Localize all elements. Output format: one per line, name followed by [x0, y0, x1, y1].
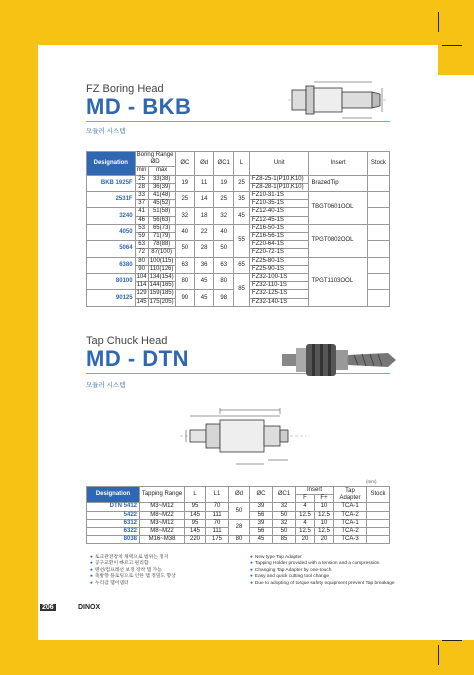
- table-row: 37 45(52) FZ10-35-1S: [87, 200, 390, 208]
- unit-note: (mm): [366, 479, 377, 484]
- note-item: ● Easy and quick cutting tool change: [250, 574, 330, 580]
- notes-english: [250, 555, 400, 587]
- dtn-label: 모듈러 시스템: [86, 382, 126, 389]
- table-row: 59 71(79) FZ16-56-1S: [87, 233, 390, 241]
- table-row: 145 175(205) FZ32-140-1S: [87, 298, 390, 306]
- col-designation: Designation: [87, 487, 140, 503]
- col-oc1: ØC1: [273, 487, 296, 503]
- note-item: ● 텐션/컴프레션 보정 장착 탭 가능: [90, 567, 162, 573]
- table-row: 6322 M8~M22 145 111 56 50 12.5 12.5 TCA-2: [87, 528, 390, 536]
- bkb-spec-table: [86, 151, 390, 307]
- col-oc: ØC: [250, 487, 273, 503]
- dtn-subtitle: Tap Chuck Head: [86, 335, 168, 347]
- col-f: F: [296, 495, 315, 503]
- yellow-frame-accent: [438, 45, 474, 75]
- table-row: 6312 M3~M12 95 70 28 39 32 4 10 TCA-1: [87, 519, 390, 527]
- note-item: ● Due to adopting of torque safety equipment prevent Tap breakage: [250, 580, 395, 586]
- tap-chuck-drawing: [176, 404, 312, 472]
- notes-korean: [90, 555, 240, 587]
- crop-mark: [442, 45, 462, 46]
- table-row: 2531F 33 41(48) 25 14 25 35 FZ10-31-1S TBGT0601OOL: [87, 192, 390, 200]
- table-row: 80100 104 134(154) 80 45 80 85 FZ32-100-1S: [87, 274, 390, 282]
- table-row: 8038 M16~M38 220 175 80 45 85 20 20 TCA-3: [87, 536, 390, 544]
- note-item: ● 축방향 플로팅으로 인한 탭 정밀도 향상: [90, 574, 176, 580]
- col-boring-range: Boring Range ØD: [136, 152, 174, 166]
- table-row: 46 56(63) FZ12-45-1S: [87, 216, 390, 224]
- dtn-title: MD - DTN: [86, 346, 189, 371]
- table-row: 90 110(126) FZ25-90-1S: [87, 265, 390, 273]
- table-row: 5064 63 78(88) 50 28 50 FZ20-64-1S: [87, 241, 390, 249]
- tap-chuck-image: [278, 336, 402, 384]
- yellow-frame-top: [0, 0, 474, 45]
- table-row: 6380 80 100(115) 63 36 63 65 FZ25-80-1S TPGT1103OOL: [87, 257, 390, 265]
- note-item: ● 토크관전장치 채택으로 범위는 정지: [90, 555, 169, 560]
- col-l1: L1: [206, 487, 229, 503]
- crop-mark: [438, 645, 439, 665]
- yellow-frame-left: [0, 0, 38, 675]
- dtn-spec-table: [86, 486, 390, 544]
- col-stock: Stock: [367, 487, 390, 503]
- col-fplus: F+: [315, 495, 334, 503]
- col-tap-adapter: Tap Adapter: [334, 487, 367, 503]
- table-row: 72 87(100) FZ20-72-1S: [87, 249, 390, 257]
- col-stock: Stock: [367, 152, 389, 176]
- crop-mark: [438, 12, 439, 32]
- note-item: ● 누리갑 탭어댑터: [90, 580, 129, 586]
- col-insert: Insert: [296, 487, 334, 495]
- col-oc: ØC: [175, 152, 194, 176]
- col-l: L: [185, 487, 206, 503]
- bkb-label: 모듈러 시스템: [86, 128, 126, 135]
- col-od: Ød: [229, 487, 250, 503]
- col-min: min: [136, 167, 147, 174]
- note-item: ● 공구교환이 빠르고 편리함: [90, 561, 149, 567]
- brand-name: DINOX: [78, 604, 101, 611]
- table-row: 114 144(165) FZ32-110-1S: [87, 282, 390, 290]
- note-item: ● Tapping Holder provided with a tension and a compression: [250, 561, 380, 567]
- table-row: DTN 5412 M3~M12 95 70 50 39 32 4 10 TCA-1: [87, 503, 390, 511]
- col-max: max: [148, 167, 175, 175]
- col-tapping-range: Tapping Range: [140, 487, 185, 503]
- col-designation: Designation: [87, 152, 136, 176]
- col-od: Ød: [195, 152, 214, 176]
- boring-head-drawing: [282, 78, 390, 122]
- table-row: 4050 53 65(73) 40 22 40 55 FZ16-50-1S TPGT0802OOL: [87, 224, 390, 232]
- col-insert: Insert: [309, 152, 367, 176]
- yellow-frame-bottom: [0, 640, 474, 675]
- table-row: BKB 1925F 25 33(38) 19 11 19 25 FZ8-25-1(P10,K10) BrazedTip: [87, 175, 390, 183]
- bkb-title: MD - BKB: [86, 94, 192, 119]
- crop-mark: [442, 640, 462, 641]
- table-row: 5422 M8~M22 145 111 56 50 12.5 12.5 TCA-2: [87, 511, 390, 519]
- col-oc1: ØC1: [214, 152, 234, 176]
- col-unit: Unit: [249, 152, 309, 176]
- table-row: 90125 129 159(185) 90 45 98 FZ32-125-1S: [87, 290, 390, 298]
- table-row: 3240 41 51(58) 32 18 32 45 FZ12-40-1S: [87, 208, 390, 216]
- note-item: ● Changing Tap Adapter by one-touch: [250, 567, 332, 573]
- page-number: 206: [42, 604, 54, 611]
- bkb-subtitle: FZ Boring Head: [86, 83, 164, 95]
- col-l: L: [234, 152, 250, 176]
- note-item: ● New type Tap Adapter: [250, 555, 302, 560]
- table-row: 28 36(39) FZ8-28-1(P10,K10): [87, 183, 390, 191]
